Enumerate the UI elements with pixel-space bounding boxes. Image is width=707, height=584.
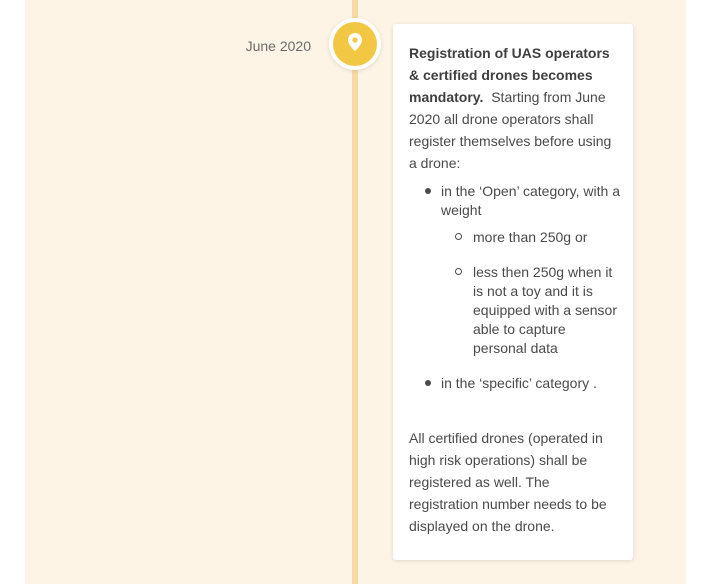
timeline-marker bbox=[329, 18, 381, 70]
timeline-card bbox=[393, 24, 633, 560]
timeline-date: June 2020 bbox=[245, 38, 311, 54]
marker-circle bbox=[333, 22, 377, 66]
list-item bbox=[409, 374, 621, 393]
timeline-line bbox=[352, 0, 358, 584]
card-intro-text: Starting from June 2020 all drone operators shall register themselves before using a drone: bbox=[409, 89, 612, 171]
sub-list-item: more than 250g or bbox=[441, 228, 621, 247]
card-body bbox=[409, 42, 621, 537]
list-item bbox=[409, 182, 621, 358]
weight-list bbox=[441, 228, 621, 358]
list-item-text: in the ‘Open’ category, with a weight bbox=[441, 183, 620, 218]
location-pin-icon bbox=[348, 33, 362, 56]
list-item-text: in the ‘specific’ category . bbox=[441, 375, 597, 391]
category-list bbox=[409, 182, 621, 393]
card-intro bbox=[409, 42, 621, 174]
sub-list-item: less then 250g when it is not a toy and it is equipped with a sensor able to capture personal data bbox=[441, 263, 621, 358]
card-outro: All certified drones (operated in high risk operations) shall be registered as well. The registration number needs to be displayed on the drone. bbox=[409, 430, 607, 534]
card-title: Registration of UAS operators & certified drones becomes mandatory. bbox=[409, 45, 610, 105]
